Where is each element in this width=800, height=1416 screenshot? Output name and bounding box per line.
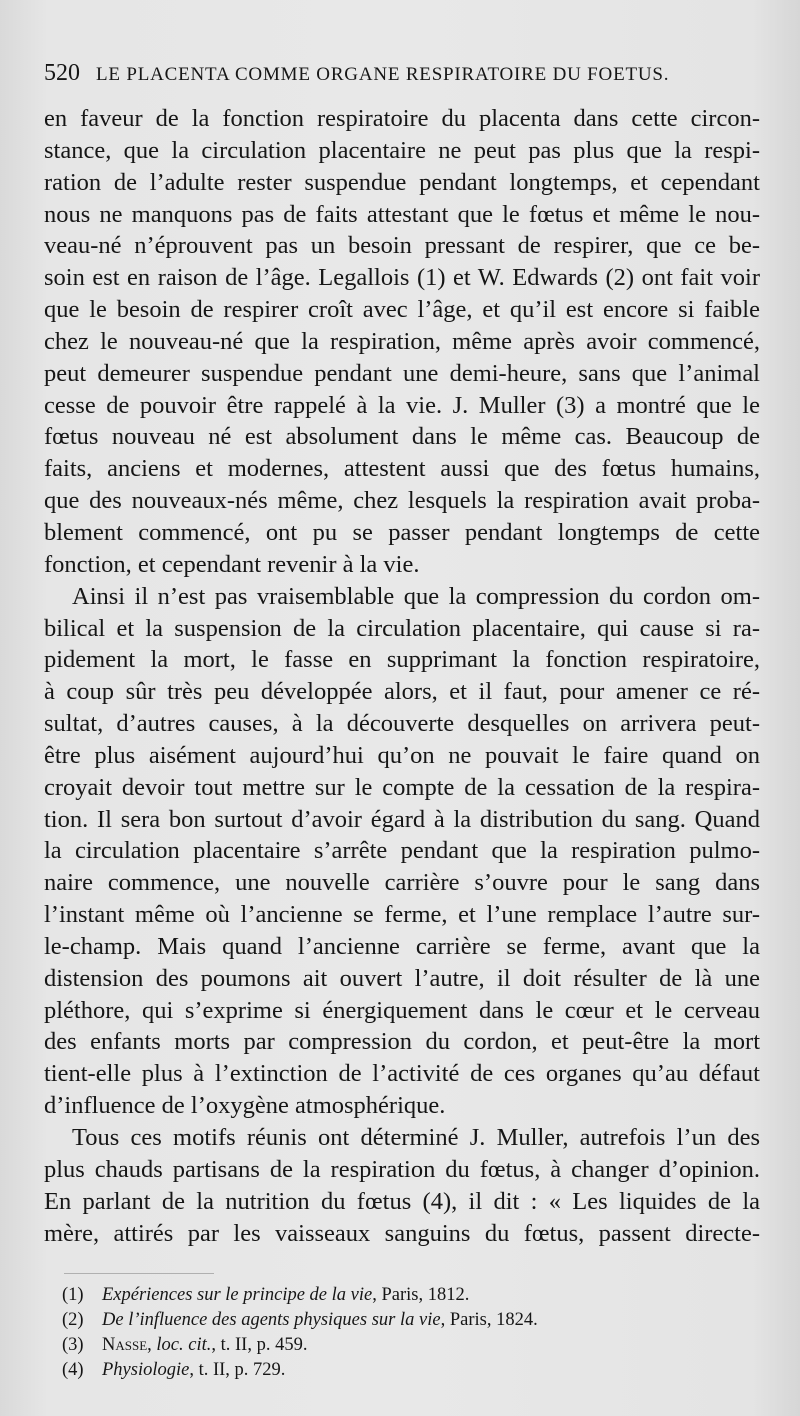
text-line: être plus aisément aujourd’hui qu’on ne pouvait le faire quand on [44, 741, 760, 769]
text-line: cesse de pouvoir être rappelé à la vie. J. Muller (3) a montré que le [44, 391, 760, 419]
footnote-3 [62, 1333, 742, 1358]
text-line: fœtus nouveau né est absolument dans le même cas. Beaucoup de [44, 423, 760, 451]
footnote-mark: (2) [62, 1310, 84, 1330]
text-line: En parlant de la nutrition du fœtus (4), il dit : « Les liquides de la [44, 1187, 760, 1215]
text-line: sultat, d’autres causes, à la découverte desquelles on arrivera peut- [44, 710, 760, 738]
text-line: à coup sûr très peu développée alors, et il faut, pour amener ce ré- [44, 678, 760, 706]
paragraph-3 [44, 1122, 760, 1249]
footnote-mark: (3) [62, 1335, 84, 1355]
footnotes [62, 1283, 742, 1383]
footnote-divider [64, 1273, 214, 1274]
footnote-1 [62, 1283, 742, 1308]
paragraph-2 [44, 581, 760, 1122]
text-line: soin est en raison de l’âge. Legallois (1) et W. Edwards (2) ont fait voir [44, 264, 760, 292]
text-line: ration de l’adulte rester suspendue pendant longtemps, et cependant [44, 168, 760, 196]
text-line: Tous ces motifs réunis ont déterminé J. Muller, autrefois l’un des [72, 1124, 760, 1151]
running-title: LE PLACENTA COMME ORGANE RESPIRATOIRE DU FOETUS. [96, 64, 670, 85]
text-line: peut demeurer suspendue pendant une demi-heure, sans que l’animal [44, 359, 760, 387]
text-line: distension des poumons ait ouvert l’autre, il doit résulter de là une [44, 964, 760, 992]
text-line: la circulation placentaire s’arrête pendant que la respiration pulmo- [44, 837, 760, 865]
text-line: mère, attirés par les vaisseaux sanguins du fœtus, passent directe- [44, 1219, 760, 1247]
footnote-reference: , Paris, 1824. [440, 1310, 538, 1330]
footnote-title: loc. cit. [156, 1335, 212, 1355]
text-line: veau-né n’éprouvent pas un besoin pressant de respirer, que ce be- [44, 232, 760, 260]
footnote-4 [62, 1358, 742, 1383]
text-line: tient-elle plus à l’extinction de l’activité de ces organes qu’au défaut [44, 1060, 760, 1088]
text-line: d’influence de l’oxygène atmosphérique. [44, 1092, 446, 1120]
text-line: des enfants morts par compression du cordon, et peut-être la mort [44, 1028, 760, 1056]
text-line: pidement la mort, le fasse en supprimant la fonction respiratoire, [44, 646, 760, 674]
body-text [44, 103, 760, 1249]
running-header [44, 60, 756, 92]
text-line: Ainsi il n’est pas vraisemblable que la compression du cordon om- [72, 582, 760, 610]
footnote-reference: , t. II, p. 729. [189, 1360, 286, 1380]
paragraph-1 [44, 103, 760, 581]
text-line: croyait devoir tout mettre sur le compte de la cessation de la respira- [44, 773, 760, 801]
footnote-author: Nasse [102, 1335, 148, 1355]
text-line: chez le nouveau-né que la respiration, même après avoir commencé, [44, 327, 760, 355]
footnote-reference: , Paris, 1812. [372, 1285, 470, 1305]
text-line: plus chauds partisans de la respiration du fœtus, à changer d’opinion. [44, 1155, 760, 1183]
text-line: stance, que la circulation placentaire ne peut pas plus que la respi- [44, 136, 760, 164]
footnote-mark: (1) [62, 1285, 84, 1305]
footnote-reference: , t. II, p. 459. [211, 1335, 308, 1355]
text-line: blement commencé, ont pu se passer pendant longtemps de cette [44, 518, 760, 546]
footnote-2 [62, 1308, 742, 1333]
text-line: l’instant même où l’ancienne se ferme, et l’une remplace l’autre sur- [44, 901, 760, 929]
text-line: pléthore, qui s’exprime si énergiquement dans le cœur et le cerveau [44, 996, 760, 1024]
text-line: fonction, et cependant revenir à la vie. [44, 550, 420, 578]
text-line: tion. Il sera bon surtout d’avoir égard à la distribution du sang. Quand [44, 805, 760, 833]
text-line: nous ne manquons pas de faits attestant que le fœtus et même le nou- [44, 200, 760, 228]
text-line: que des nouveaux-nés même, chez lesquels la respiration avait proba- [44, 487, 760, 515]
text-line: naire commence, une nouvelle carrière s’ouvre pour le sang dans [44, 869, 760, 897]
footnote-separator: , [147, 1335, 157, 1355]
footnote-title: Physiologie [102, 1360, 190, 1380]
page-number: 520 [44, 60, 80, 86]
footnote-mark: (4) [62, 1360, 84, 1380]
footnote-title: De l’influence des agents physiques sur la vie [102, 1310, 441, 1330]
text-line: faits, anciens et modernes, attestent aussi que des fœtus humains, [44, 455, 760, 483]
text-line: bilical et la suspension de la circulation placentaire, qui cause si ra- [44, 614, 760, 642]
text-line: en faveur de la fonction respiratoire du placenta dans cette circon- [44, 105, 760, 132]
text-line: le-champ. Mais quand l’ancienne carrière se ferme, avant que la [44, 932, 760, 960]
footnote-title: Expériences sur le principe de la vie [102, 1285, 373, 1305]
text-line: que le besoin de respirer croît avec l’âge, et qu’il est encore si faible [44, 296, 760, 324]
